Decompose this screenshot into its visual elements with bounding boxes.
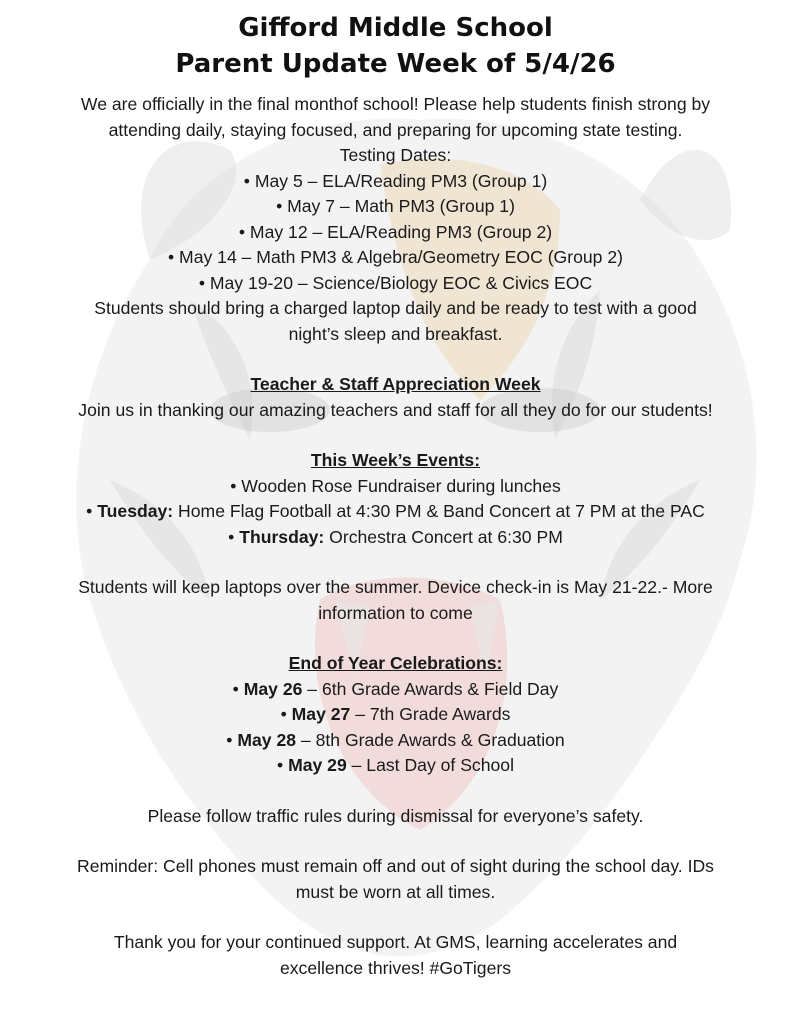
appreciation-heading: Teacher & Staff Appreciation Week xyxy=(250,374,541,394)
closing-section xyxy=(0,930,791,981)
celebration-item: • May 26 – 6th Grade Awards & Field Day xyxy=(232,678,559,699)
closing-text: excellence thrives! #GoTigers xyxy=(279,957,512,978)
testing-section xyxy=(0,143,791,347)
reminder-section xyxy=(0,854,791,905)
celebrations-section xyxy=(0,651,791,779)
event-item: • Thursday: Orchestra Concert at 6:30 PM xyxy=(228,526,563,547)
events-section xyxy=(0,448,791,550)
intro-text: attending daily, staying focused, and preparing for upcoming state testing. xyxy=(108,119,683,140)
closing-text: Thank you for your continued support. At GMS, learning accelerates and xyxy=(113,932,678,952)
testing-date-item: • May 5 – ELA/Reading PM3 (Group 1) xyxy=(243,170,548,191)
celebration-date: May 28 xyxy=(237,729,297,750)
flyer-title xyxy=(0,0,791,82)
events-heading: This Week’s Events: xyxy=(310,450,481,470)
intro-section xyxy=(0,92,791,143)
celebration-item: • May 28 – 8th Grade Awards & Graduation xyxy=(226,729,565,750)
appreciation-section xyxy=(0,372,791,423)
reminder-text: must be worn at all times. xyxy=(295,881,496,902)
testing-note: night’s sleep and breakfast. xyxy=(288,323,503,344)
testing-heading: Testing Dates: xyxy=(339,145,452,165)
laptop-text: Students will keep laptops over the summer. Device check-in is May 21-22.- More xyxy=(78,577,713,597)
event-item: • Wooden Rose Fundraiser during lunches xyxy=(230,475,561,496)
testing-date-item: • May 7 – Math PM3 (Group 1) xyxy=(276,196,515,216)
testing-note: Students should bring a charged laptop daily and be ready to test with a good xyxy=(94,298,697,318)
laptop-text: information to come xyxy=(318,602,473,623)
testing-date-item: • May 12 – ELA/Reading PM3 (Group 2) xyxy=(238,221,553,242)
event-item: • Tuesday: Home Flag Football at 4:30 PM & Band Concert at 7 PM at the PAC xyxy=(86,501,705,521)
laptop-section xyxy=(0,575,791,626)
celebration-item: • May 29 – Last Day of School xyxy=(277,755,514,775)
celebration-date: May 29 xyxy=(288,755,347,775)
traffic-text: Please follow traffic rules during dismissal for everyone’s safety. xyxy=(147,805,644,826)
appreciation-text: Join us in thanking our amazing teachers and staff for all they do for our students! xyxy=(78,399,713,420)
celebration-date: May 26 xyxy=(243,678,303,699)
testing-date-item: • May 14 – Math PM3 & Algebra/Geometry EOC (Group 2) xyxy=(168,247,623,267)
traffic-section xyxy=(0,804,791,830)
update-subtitle: Parent Update Week of 5/4/26 xyxy=(175,49,616,79)
intro-text: We are officially in the final monthof school! Please help students finish strong by xyxy=(80,94,711,114)
event-day-label: Tuesday: xyxy=(97,501,174,521)
school-name: Gifford Middle School xyxy=(238,13,553,43)
celebration-date: May 27 xyxy=(291,704,351,724)
reminder-text: Reminder: Cell phones must remain off and out of sight during the school day. IDs xyxy=(77,856,714,876)
event-day-label: Thursday: xyxy=(239,526,325,547)
celebrations-heading: End of Year Celebrations: xyxy=(288,653,503,673)
testing-date-item: • May 19-20 – Science/Biology EOC & Civics EOC xyxy=(198,272,593,293)
celebration-item: • May 27 – 7th Grade Awards xyxy=(280,704,511,724)
